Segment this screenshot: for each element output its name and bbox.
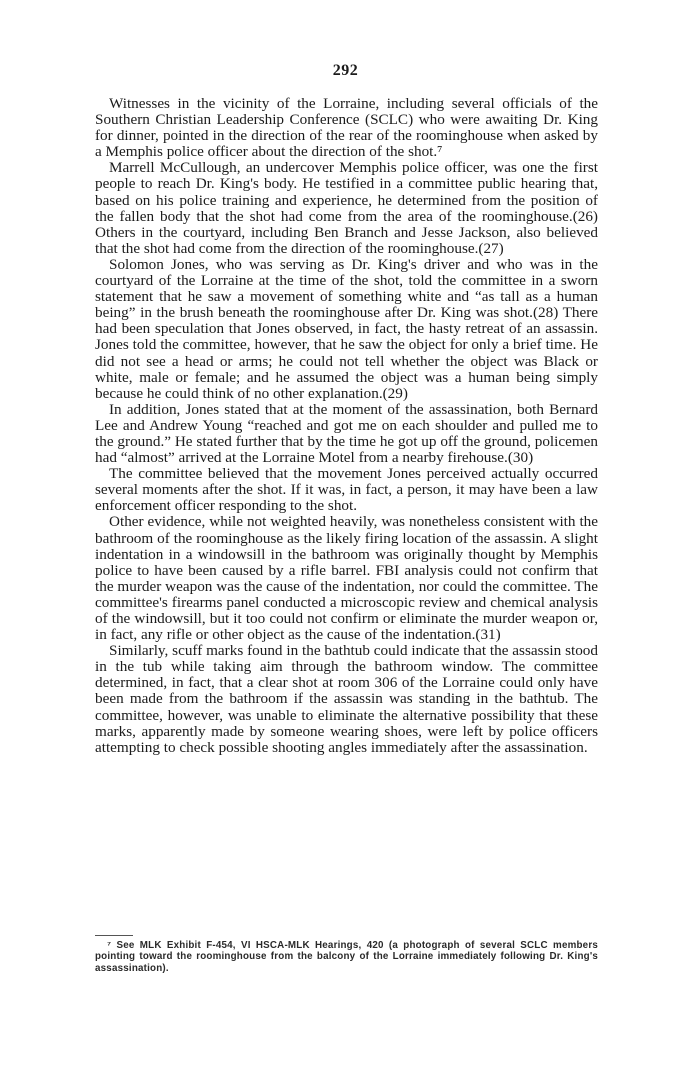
paragraph-in-addition: In addition, Jones stated that at the moment of the assassination, both Bernard Lee and Andrew Young “reached and got me on each shoulder and pulled me to the ground.” He stated further that by the time he got up off the ground, policemen had “almost” arrived at the Lorraine Motel from a nearby firehouse.(30) <box>95 400 598 467</box>
footnote: ⁷ See MLK Exhibit F-454, VI HSCA-MLK Hearings, 420 (a photograph of several SCLC members pointing toward the roominghouse from the balcony of the Lorraine immediately following Dr. King's assassination). <box>95 940 598 974</box>
paragraph-scuff-marks: Similarly, scuff marks found in the bathtub could indicate that the assassin stood in the tub while taking aim through the bathroom window. The committee determined, in fact, that a clear shot at room 306 of the Lorraine could only have been made from the bathroom if the assassin was standing in the bathtub. The committee, however, was unable to eliminate the alternative possibility that these marks, apparently made by someone wearing shoes, were left by police officers attempting to check possible shooting angles immediately after the assassination. <box>95 642 598 756</box>
paragraph-other-evidence: Other evidence, while not weighted heavily, was nonetheless consistent with the bathroom of the roominghouse as the likely firing location of the assassin. A slight indentation in a windowsill in the bathroom was originally thought by Memphis police to have been caused by a rifle barrel. FBI analysis could not confirm that the murder weapon was the cause of the indentation, nor could the committee. The committee's firearms panel conducted a microscopic review and chemical analysis of the windowsill, but it too could not confirm or eliminate the murder weapon or, in fact, any rifle or other object as the cause of the indentation.(31) <box>95 513 598 644</box>
page-number: 292 <box>332 62 359 79</box>
paragraph-witnesses: Witnesses in the vicinity of the Lorraine, including several officials of the Southern Christian Leadership Conference (SCLC) who were awaiting Dr. King for dinner, pointed in the direction of the rear of the roominghouse when asked by a Memphis police officer about the direction of the shot.⁷ <box>95 95 598 161</box>
footnote-divider <box>95 935 133 936</box>
paragraph-solomon-jones: Solomon Jones, who was serving as Dr. King's driver and who was in the courtyard of the Lorraine at the time of the shot, told the committee in a sworn statement that he saw a movement of something white and “as tall as a human being” in the brush beneath the roominghouse after Dr. King was shot.(28) There had been speculation that Jones observed, in fact, the hasty retreat of an assassin. Jones told the committee, however, that he saw the object for only a brief time. He did not see a head or arms; he could not tell whether the object was Black or white, male or female; and he assumed the object was a human being simply because he could think of no other explanation.(29) <box>95 255 598 402</box>
body-text <box>95 96 598 756</box>
paragraph-mccullough: Marrell McCullough, an undercover Memphis police officer, was one the first people to reach Dr. King's body. He testified in a committee public hearing that, based on his police training and experience, he determined from the position of the fallen body that the shot had come from the area of the roominghouse.(26) Others in the courtyard, including Ben Branch and Jesse Jackson, also believed that the shot had come from the direction of the roominghouse.(27) <box>95 159 598 257</box>
paragraph-movement: The committee believed that the movement Jones perceived actually occurred several moments after the shot. If it was, in fact, a person, it may have been a law enforcement officer responding to the shot. <box>95 465 598 515</box>
